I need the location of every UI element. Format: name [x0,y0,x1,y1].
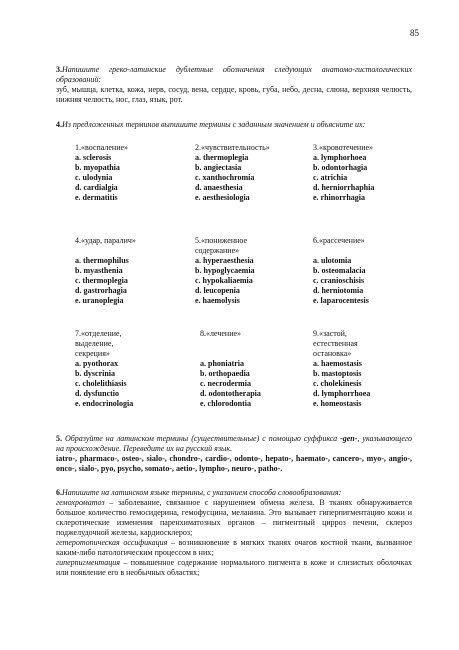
term-option: c. ulodynia [75,173,113,182]
term-option: b. odontorhagia [313,163,368,172]
task4-group-2 [195,143,270,203]
task3 [56,65,412,105]
group-heading: секреция» [75,349,110,358]
task4-group-1 [75,143,128,203]
task5-body: iatro-, pharmaco-, osteo-, sialo-, chondro-, cardio-, odonto-, hepato-, haemato-, cancero-, myo-, angio-, onco-, sialo-, pyo, psycho, somato-, aetio-, lympho-, neuro-, patho-. [56,454,412,473]
term-option: e. dermatitis [75,193,118,202]
group-heading: выделение, [75,339,114,348]
task4-title: Из предложенных терминов выпишите термины с заданным значением и объясните их: [62,120,366,129]
term-option: a. thermophilus [75,256,129,265]
group-heading: остановка» [313,349,352,358]
task6-term: гемохроматоз [56,498,105,507]
group-heading: 9.«застой, [313,329,347,338]
task3-title: Напишите греко-латинские дублетные обозначения следующих анатомо-гистологических образований: [56,65,412,84]
term-option: c. atrichia [313,173,348,182]
task5-title-end: , указывающего на происхождение. Переведите их на русский язык. [56,434,413,453]
task6-number: 6. [56,488,62,497]
term-option: d. herniorrhaphia [313,183,375,192]
term-option: e. endocrinologia [75,399,134,408]
task6-definition: – повышенное содержание нормального пигмента в коже и слизистых оболочках или появление его в необычных областях; [56,558,412,577]
task6-definition: – заболевание, связанное с нарушением обмена железа. В тканях обнаруживается большое количество гемосидерина, гемофусцина, меланина. Это вызывает гиперпигментацию кожи и склеротические изменения паренхиматозных органов – пигментный цирроз печени, склероз поджелудочной железы, кардиосклероз; [56,498,412,537]
term-option: a. lymphorhoea [313,153,367,162]
term-option: b. angiectasia [195,163,242,172]
term-option: c. cranioschisis [313,276,365,285]
group-heading: 3.«кровотечение» [313,143,374,152]
term-option: b. myopathia [75,163,120,172]
group-heading: 4.«удар, паралич» [75,236,136,245]
term-option: e. haemolysis [195,296,240,305]
term-option: d. dysfunctio [75,389,120,398]
group-heading: 7.«отделение, [75,329,122,338]
term-option: e. laparocentesis [313,296,369,305]
term-option: a. phoniatria [200,359,245,368]
term-option: b. osteomalacia [313,266,366,275]
term-option: a. hyperaesthesia [195,256,254,265]
task6 [56,488,412,578]
term-option: c. cholekinesis [313,379,362,388]
term-option: a. ulotomia [313,256,352,265]
group-heading: естественная [313,339,358,348]
term-option: c. thermoplegia [75,276,128,285]
term-option: a. haemostasis [313,359,362,368]
term-option: a. pyothorax [75,359,119,368]
term-option: b. orthopaedia [200,369,250,378]
term-option: c. necrodermia [200,379,251,388]
task5 [56,434,412,474]
term-option: d. leucopenia [195,286,240,295]
term-option: b. mastoptosis [313,369,362,378]
term-option: d. lymphorrhoea [313,389,371,398]
task4-group-4 [75,236,136,306]
task4-group-3 [313,143,374,203]
task4-group-7 [75,329,133,409]
task4-group-6 [313,236,369,306]
term-option: b. dyscrinia [75,369,116,378]
term-option: e. rhinorrhagia [313,193,365,202]
task5-number: 5. [56,434,62,443]
group-heading: 8.«лечение» [200,329,242,338]
task4-group-5 [195,236,255,306]
task6-term: гиперпигментация [56,558,121,567]
group-heading: содержание» [195,246,240,255]
task3-number: 3. [56,65,62,74]
term-option: b. hypoglycaemia [195,266,255,275]
task5-title-start: Образуйте на латинском термины (существительные) с помощью суффикса [65,434,341,443]
term-option: b. myasthenia [75,266,123,275]
group-heading: 1.«воспаление» [75,143,129,152]
task4-number: 4. [56,120,62,129]
task4-group-8 [200,329,261,409]
term-option: d. odontotherapia [200,389,261,398]
group-heading: 5.«пониженное [195,236,248,245]
term-option: d. anaesthesia [195,183,243,192]
task6-term: гетеротопическая оссификация [56,538,168,547]
term-option: d. gastrorhagia [75,286,127,295]
task4-group-9 [313,329,370,409]
term-option: e. chlorodontia [200,399,251,408]
term-option: c. xanthochromia [195,173,255,182]
group-heading: 6.«рассечение» [313,236,365,245]
task6-definition: – возникновение в мягких тканях очагов костной ткани, вызванное каким-либо патологическим процессом в них; [56,538,412,557]
term-option: e. uranoplegia [75,296,124,305]
term-option: d. cardialgia [75,183,118,192]
term-option: a. sclerosis [75,153,112,162]
task3-body: зуб, мышца, клетка, кожа, нерв, сосуд, вена, сердце, кровь, губа, небо, десна, слюна, верхняя челюсть, нижняя челюсть, нос, глаз, язык, рот. [56,85,412,104]
task6-title: Напишите на латинском языке термины, с указанием способа словообразования: [62,488,342,497]
term-option: c. cholelithiasis [75,379,127,388]
task4-heading [56,120,412,130]
term-option: c. hypokaliaemia [195,276,253,285]
group-heading: 2.«чувствительность» [195,143,270,152]
term-option: e. homeostasis [313,399,362,408]
page-number: 85 [410,28,419,38]
task5-suffix: -gen- [340,434,358,443]
term-option: a. thermoplegia [195,153,249,162]
term-option: d. herniotomia [313,286,364,295]
term-option: e. aesthesiologia [195,193,250,202]
